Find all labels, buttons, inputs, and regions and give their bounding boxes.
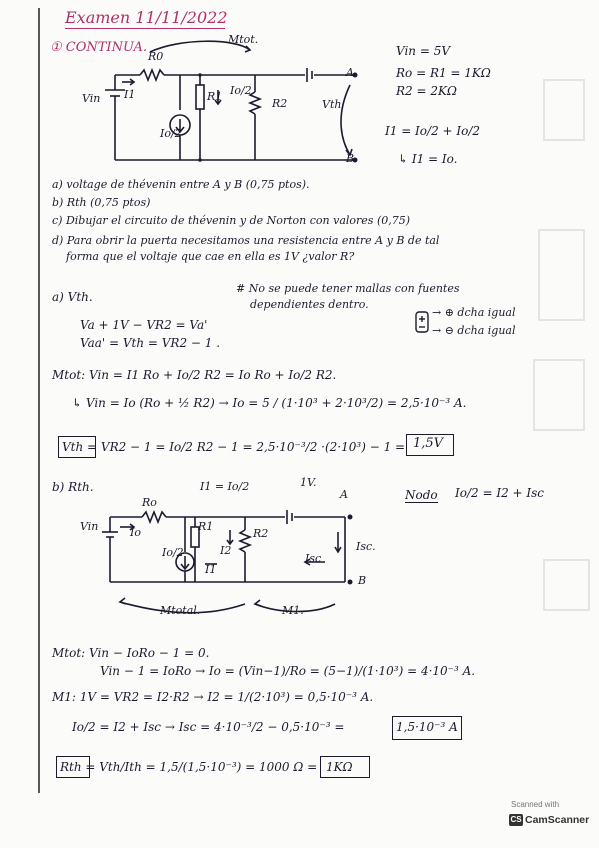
part-b-rth-result: 1KΩ: [326, 760, 353, 774]
c1-label-vin: Vin: [82, 92, 101, 105]
c2-label-mtotal: Mtotal.: [160, 604, 201, 617]
c2-label-r1: R1: [198, 520, 214, 533]
part-a-label: a) Vth.: [52, 290, 93, 304]
c1-label-io-half-src: Io/2: [160, 127, 182, 140]
part-a-eq2: Vaa' = Vth = VR2 − 1 .: [80, 336, 221, 350]
c1-label-b: B.: [346, 152, 358, 165]
title-underline: [65, 28, 225, 29]
c2-label-i1: I1: [205, 563, 217, 576]
camscanner-logo-icon: CS: [510, 815, 522, 824]
part-b-isc-eq: Io/2 = I2 + Isc → Isc = 4·10⁻³/2 − 0,5·10⁻³ =: [72, 720, 345, 734]
c2-label-isc: Isc: [305, 552, 322, 565]
part-b-i1-label: I1 = Io/2: [200, 480, 250, 493]
camscanner-line1: Scanned with: [511, 800, 560, 809]
c2-label-isc2: Isc.: [356, 540, 376, 553]
camscanner-badge: [505, 800, 590, 840]
part-b-1v-label: 1V.: [300, 476, 317, 489]
circuit-diagram-2: [80, 492, 380, 622]
given-i1-eq: I1 = Io/2 + Io/2: [385, 124, 481, 138]
part-a-vth-eq: Vth = VR2 − 1 = Io/2 R2 − 1 = 2,5·10⁻³/2 ·(2·10³) − 1 =: [62, 440, 406, 454]
exam-title: Examen 11/11/2022: [65, 8, 228, 27]
question-c: c) Dibujar el circuito de thévenin y de Norton con valores (0,75): [52, 214, 411, 227]
bleed-through: [524, 0, 599, 848]
question-b: b) Rth (0,75 ptos): [52, 196, 151, 209]
c1-label-vth: Vth: [322, 98, 342, 111]
c1-label-r2: R2: [272, 97, 288, 110]
c1-label-r0: R0: [148, 50, 164, 63]
part-b-mtot-eq2: Vin − 1 = IoRo → Io = (Vin−1)/Ro = (5−1)/(1·10³) = 4·10⁻³ A.: [100, 664, 476, 678]
c2-label-io-half: Io/2: [162, 546, 184, 559]
c2-label-vin: Vin: [80, 520, 99, 533]
c2-label-m1: M1.: [282, 604, 304, 617]
part-a-note1: # No se puede tener mallas con fuentes: [236, 282, 460, 295]
part-a-mtot-eq: Mtot: Vin = I1 Ro + Io/2 R2 = Io Ro + Io/2 R2.: [52, 368, 337, 382]
c2-label-io: Io: [130, 526, 141, 539]
section-title: ① CONTINUA.: [50, 40, 148, 55]
c1-label-io-half-r1: Io/2: [230, 84, 252, 97]
c1-label-mtot: Mtot.: [228, 33, 259, 46]
c1-label-i1: I1: [124, 88, 136, 101]
part-a-vth-result: 1,5V: [413, 436, 444, 451]
sign-minus-rule: → ⊖ dcha igual: [432, 324, 516, 337]
c1-label-a: A: [346, 66, 354, 79]
part-a-vin-eq: ↳ Vin = Io (Ro + ½ R2) → Io = 5 / (1·10³ + 2·10³/2) = 2,5·10⁻³ A.: [72, 396, 467, 410]
given-r0-r1: Ro = R1 = 1KΩ: [396, 66, 491, 80]
c1-label-r1: R1: [207, 90, 223, 103]
sign-plus-rule: → ⊕ dcha igual: [432, 306, 516, 319]
part-b-nodo-eq: Io/2 = I2 + Isc: [455, 486, 545, 500]
question-d-line1: d) Para obrir la puerta necesitamos una resistencia entre A y B de tal: [52, 234, 440, 247]
c2-label-a: A: [340, 488, 348, 501]
part-b-mtot-eq1: Mtot: Vin − IoRo − 1 = 0.: [52, 646, 210, 660]
given-r2: R2 = 2KΩ: [396, 84, 457, 98]
part-a-eq1: Va + 1V − VR2 = Va': [80, 318, 208, 332]
part-b-rth-eq: Rth = Vth/Ith = 1,5/(1,5·10⁻³) = 1000 Ω =: [60, 760, 318, 774]
part-b-label: b) Rth.: [52, 480, 94, 494]
margin-line: [38, 8, 40, 793]
question-d-line2: forma que el voltaje que cae en ella es 1V ¿valor R?: [66, 250, 355, 263]
c2-label-b: B: [358, 574, 367, 587]
part-a-note2: dependientes dentro.: [250, 298, 369, 311]
camscanner-line2: CamScanner: [525, 814, 590, 826]
given-i1-result: ↳ I1 = Io.: [398, 152, 458, 166]
given-vin: Vin = 5V: [396, 44, 451, 58]
part-b-m1-eq: M1: 1V = VR2 = I2·R2 → I2 = 1/(2·10³) = 0,5·10⁻³ A.: [52, 690, 374, 704]
part-b-isc-result: 1,5·10⁻³ A: [396, 720, 458, 734]
c2-label-i2: I2: [220, 544, 232, 557]
c2-label-r0: Ro: [142, 496, 157, 509]
c2-label-r2: R2: [253, 527, 269, 540]
part-b-nodo-label: Nodo: [405, 488, 438, 502]
question-a: a) voltage de thévenin entre A y B (0,75 ptos).: [52, 178, 310, 191]
